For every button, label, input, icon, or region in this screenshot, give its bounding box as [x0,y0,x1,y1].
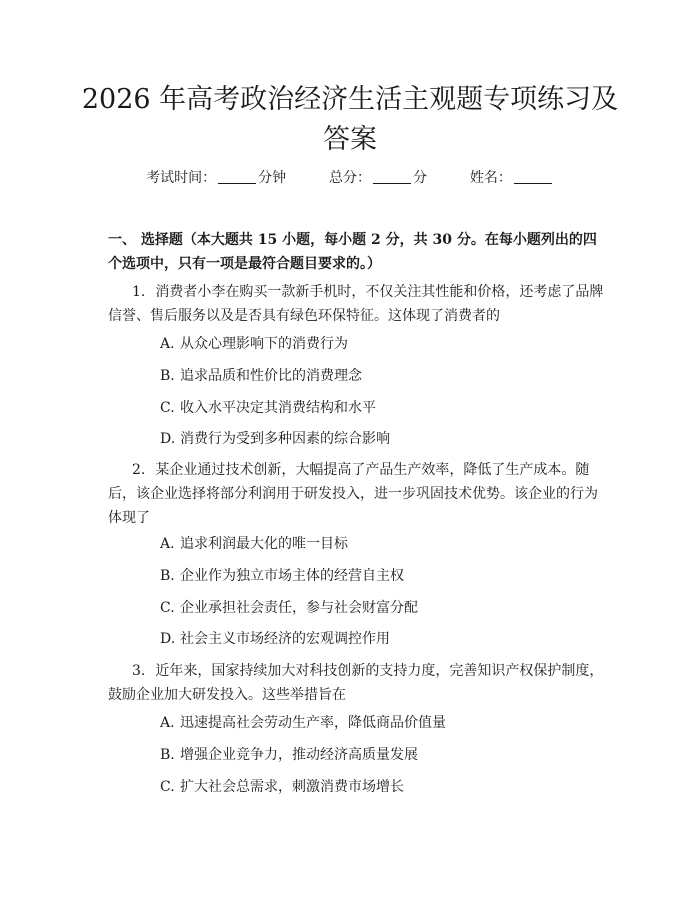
option-text: 迅速提高社会劳动生产率，降低商品价值量 [180,715,446,731]
title-line-2: 答案 [323,124,377,155]
question-text: 消费者小李在购买一款新手机时，不仅关注其性能和价格，还考虑了品牌信誉、售后服务以及是否具有绿色环保特征。这体现了消费者的 [108,284,604,324]
option-text: 扩大社会总需求，刺激消费市场增长 [180,779,404,795]
score-label: 总分： [329,170,371,186]
name-blank [514,169,552,184]
option-letter: B. [160,368,175,384]
q1-option-d [160,429,600,449]
option-letter: B. [160,747,175,763]
name-label: 姓名： [469,170,512,186]
question-3-stem [108,659,608,707]
question-number: 1. [132,284,146,300]
q2-option-b [160,566,600,586]
time-blank [218,169,256,184]
option-letter: C. [160,779,175,795]
option-text: 从众心理影响下的消费行为 [180,336,348,352]
document-title [60,80,640,160]
q1-option-b [160,366,600,386]
option-letter: C. [160,600,175,616]
q3-option-c [160,777,600,797]
option-text: 消费行为受到多种因素的综合影响 [180,431,390,447]
q2-option-a [160,534,600,554]
exam-info-line [0,168,700,188]
option-text: 企业作为独立市场主体的经营自主权 [180,568,404,584]
option-letter: B. [160,568,175,584]
q1-option-c [160,398,600,418]
q2-option-c [160,598,600,618]
q1-option-a [160,334,600,354]
option-text: 收入水平决定其消费结构和水平 [180,400,376,416]
question-text: 某企业通过技术创新，大幅提高了产品生产效率，降低了生产成本。随后，该企业选择将部分利润用于研发投入，进一步巩固技术优势。该企业的行为体现了 [108,462,598,526]
time-unit: 分钟 [258,170,287,186]
question-number: 3. [132,663,146,679]
section-heading: 一、 选择题（本大题共 15 小题，每小题 2 分，共 30 分。在每小题列出的四个选项中，只有一项是最符合题目要求的。） [108,232,597,272]
option-letter: D. [160,431,176,447]
question-2-stem [108,458,608,530]
question-1-stem [108,280,608,328]
q3-option-a [160,713,600,733]
score-unit: 分 [413,170,427,186]
option-text: 企业承担社会责任，参与社会财富分配 [180,600,418,616]
option-letter: A. [160,536,175,552]
option-letter: A. [160,715,175,731]
score-blank [373,169,411,184]
time-label: 考试时间： [146,170,217,186]
question-text: 近年来，国家持续加大对科技创新的支持力度，完善知识产权保护制度，鼓励企业加大研发投入。这些举措旨在 [108,663,604,703]
option-text: 追求品质和性价比的消费理念 [180,368,362,384]
option-letter: C. [160,400,175,416]
option-letter: A. [160,336,175,352]
option-text: 社会主义市场经济的宏观调控作用 [180,631,390,647]
q3-option-b [160,745,600,765]
question-number: 2. [132,462,146,478]
title-line-1: 2026 年高考政治经济生活主观题专项练习及 [81,84,619,115]
q2-option-d [160,629,600,649]
option-text: 增强企业竞争力，推动经济高质量发展 [180,747,418,763]
option-text: 追求利润最大化的唯一目标 [180,536,348,552]
option-letter: D. [160,631,176,647]
